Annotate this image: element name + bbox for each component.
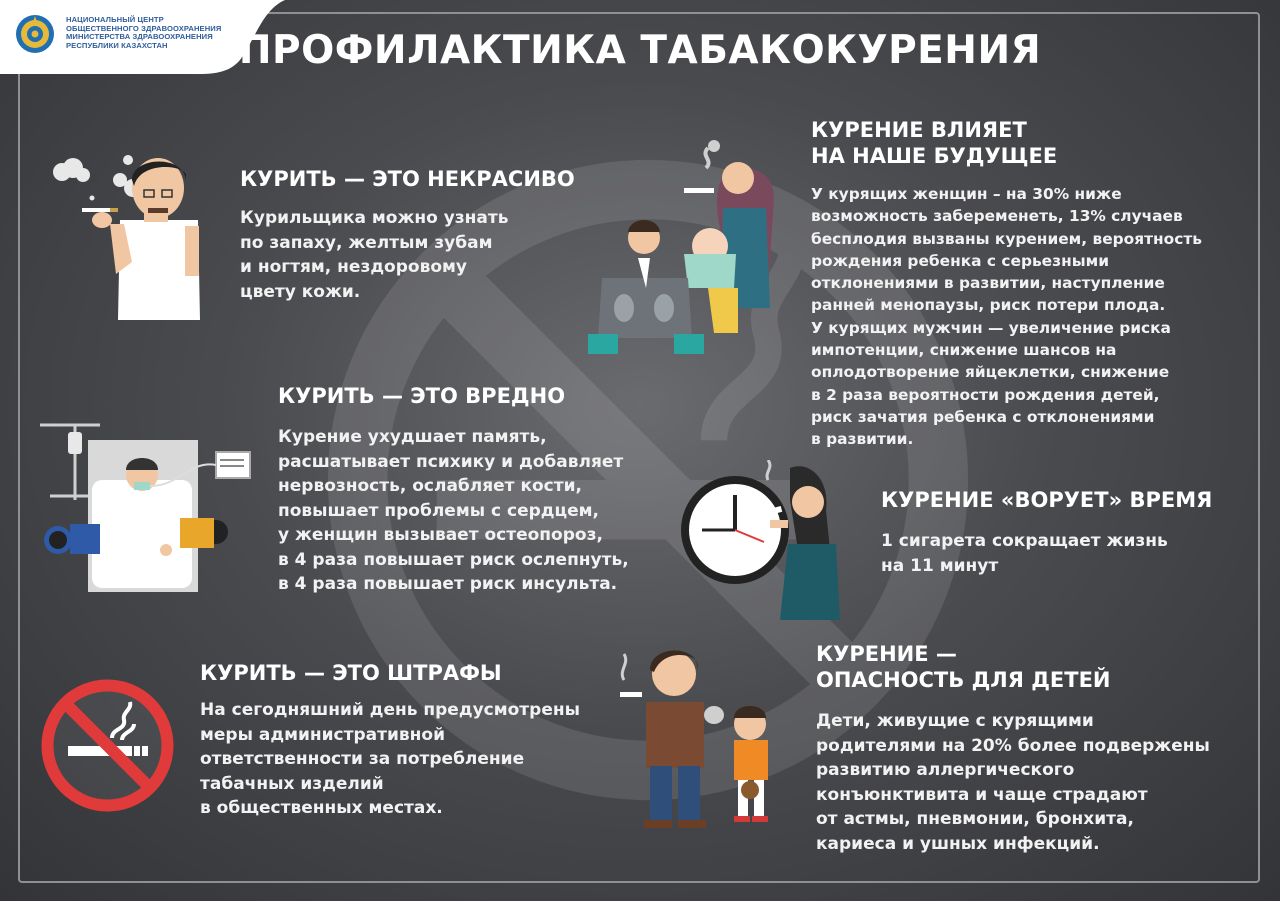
section-text-line: импотенции, снижение шансов на <box>811 341 1117 360</box>
section-text-line: бесплодия вызваны курением, вероятность <box>811 229 1203 248</box>
org-line: МИНИСТЕРСТВА ЗДРАВООХРАНЕНИЯ <box>66 32 213 42</box>
section-heading: КУРИТЬ — ЭТО ШТРАФЫ <box>200 661 502 685</box>
section-text-line: в развитии. <box>811 430 914 449</box>
section-text-line: 1 сигарета сокращает жизнь <box>881 531 1168 551</box>
section-text-line: в 2 раза вероятности рождения детей, <box>811 385 1160 404</box>
section-text-line: Курильщика можно узнать <box>240 208 509 228</box>
section-ugly <box>240 166 575 304</box>
section-text-line: оплодотворение яйцеклетки, снижение <box>811 363 1170 382</box>
section-text-line: повышает проблемы с сердцем, <box>278 500 599 521</box>
section-text-line: родителями на 20% более подвержены <box>816 735 1210 756</box>
clock-woman-smoking-icon <box>680 460 870 620</box>
section-text-line: отклонениями в развитии, наступление <box>811 274 1165 293</box>
smoking-man-icon <box>40 150 220 325</box>
section-heading: КУРИТЬ — ЭТО НЕКРАСИВО <box>240 167 575 191</box>
section-text-line: Курение ухудшает память, <box>278 427 547 447</box>
section-future <box>811 117 1202 451</box>
section-text-line: расшатывает психику и добавляет <box>278 451 624 472</box>
section-text-line: нервозность, ослабляет кости, <box>278 476 582 496</box>
section-text-line: от астмы, пневмонии, бронхита, <box>816 809 1134 829</box>
section-heading: КУРЕНИЕ — <box>816 642 957 666</box>
org-line: ОБЩЕСТВЕННОГО ЗДРАВООХРАНЕНИЯ <box>66 23 222 33</box>
section-text-line: в 4 раза повышает риск инсульта. <box>278 574 618 594</box>
section-heading: КУРИТЬ — ЭТО ВРЕДНО <box>278 384 566 408</box>
smoking-family-icon <box>588 138 788 363</box>
section-text-line: На сегодняшний день предусмотрены <box>200 700 580 720</box>
section-text-line: Дети, живущие с курящими <box>816 711 1094 731</box>
section-text-line: ранней менопаузы, риск потери плода. <box>811 296 1166 315</box>
section-text-line: конъюнктивита и чаще страдают <box>816 784 1148 805</box>
section-text-line: табачных изделий <box>200 773 384 794</box>
section-text-line: У курящих мужчин — увеличение риска <box>811 318 1171 337</box>
section-heading: ОПАСНОСТЬ ДЛЯ ДЕТЕЙ <box>816 668 1111 692</box>
section-text-line: У курящих женщин – на 30% ниже <box>811 185 1122 203</box>
section-text-line: развитию аллергического <box>816 760 1075 780</box>
org-line: РЕСПУБЛИКИ КАЗАХСТАН <box>66 40 168 50</box>
section-text-line: рождения ребенка с серьезными <box>811 251 1109 270</box>
section-text-line: ответственности за потребление <box>200 749 525 769</box>
section-fines <box>200 660 580 821</box>
section-heading: НА НАШЕ БУДУЩЕЕ <box>811 144 1058 168</box>
section-text-line: у женщин вызывает остеопороз, <box>278 525 603 545</box>
page-title: ПРОФИЛАКТИКА ТАБАКОКУРЕНИЯ <box>238 28 1042 73</box>
no-smoking-sign-icon <box>40 678 175 813</box>
section-text-line: в общественных местах. <box>200 798 443 818</box>
section-text-line: на 11 минут <box>881 555 999 576</box>
section-heading: КУРЕНИЕ «ВОРУЕТ» ВРЕМЯ <box>881 488 1213 512</box>
section-time <box>881 487 1212 578</box>
section-text-line: в 4 раза повышает риск ослепнуть, <box>278 549 629 570</box>
section-text-line: меры административной <box>200 724 445 745</box>
section-text-line: возможность забеременеть, 13% случаев <box>811 207 1183 226</box>
section-text-line: цвету кожи. <box>240 281 361 302</box>
hospital-patient-icon <box>30 420 255 600</box>
section-text-line: риск зачатия ребенка с отклонениями <box>811 407 1155 426</box>
section-text-line: кариеса и ушных инфекций. <box>816 833 1100 854</box>
section-children <box>816 641 1210 856</box>
father-son-smoking-icon <box>610 640 810 840</box>
section-harmful <box>278 383 629 597</box>
section-text-line: и ногтям, нездоровому <box>240 257 468 277</box>
section-text-line: по запаху, желтым зубам <box>240 232 493 253</box>
section-heading: КУРЕНИЕ ВЛИЯЕТ <box>811 118 1027 142</box>
org-line: НАЦИОНАЛЬНЫЙ ЦЕНТР <box>66 15 164 24</box>
